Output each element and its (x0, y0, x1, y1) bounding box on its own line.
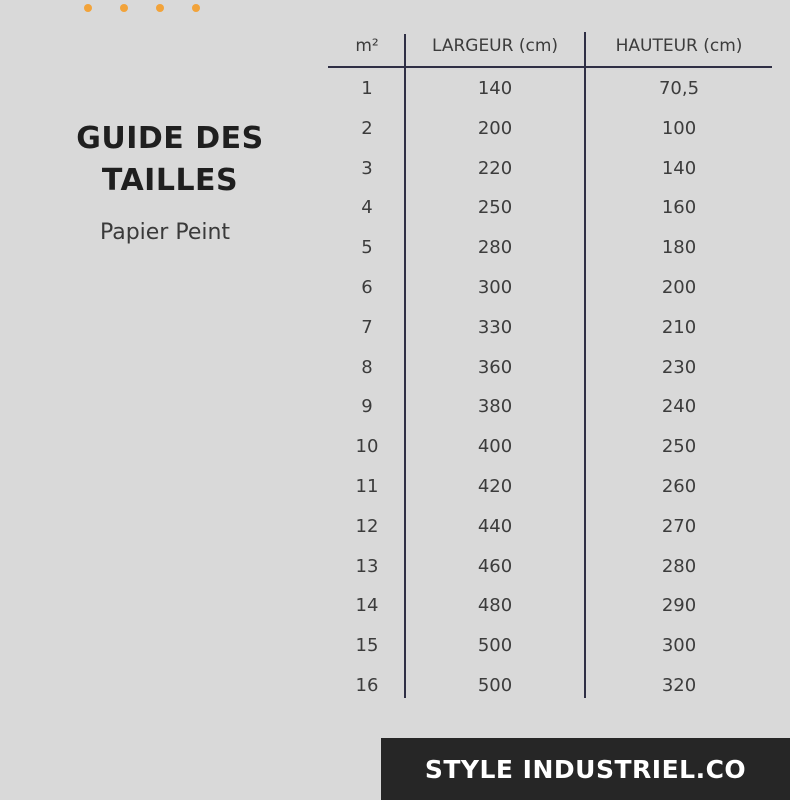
column-header-m2: m² (355, 36, 379, 56)
column-header-largeur: LARGEUR (cm) (431, 36, 559, 56)
cell-hauteur: 240 (661, 396, 697, 418)
cell-hauteur: 280 (661, 555, 697, 577)
cell-m2: 6 (361, 276, 373, 298)
cell-m2: 3 (361, 157, 373, 179)
cell-hauteur: 140 (661, 157, 697, 179)
page-subtitle: Papier Peint (99, 220, 231, 245)
table-row (328, 669, 772, 709)
cell-hauteur: 230 (661, 356, 697, 378)
table-row (328, 430, 772, 470)
cell-largeur: 330 (477, 316, 513, 338)
page-title (40, 118, 300, 202)
cell-largeur: 200 (477, 117, 513, 139)
table-row (328, 112, 772, 152)
cell-m2: 4 (361, 197, 373, 219)
cell-hauteur: 260 (661, 475, 697, 497)
table-row (328, 231, 772, 271)
cell-hauteur: 300 (661, 635, 697, 657)
cell-hauteur: 250 (661, 436, 697, 458)
cell-hauteur: 180 (661, 237, 697, 259)
cell-largeur: 300 (477, 276, 513, 298)
title-line-1: GUIDE DES (76, 121, 264, 156)
table-row (328, 271, 772, 311)
cell-hauteur: 100 (661, 117, 697, 139)
cell-hauteur: 270 (661, 515, 697, 537)
table-row (328, 351, 772, 391)
dot-icon (192, 4, 200, 12)
table-row (328, 470, 772, 510)
cell-m2: 12 (355, 515, 379, 537)
cell-m2: 15 (355, 635, 379, 657)
cell-largeur: 380 (477, 396, 513, 418)
cell-largeur: 140 (477, 78, 513, 99)
table-row (328, 629, 772, 669)
cell-m2: 14 (355, 595, 379, 617)
brand-label: STYLE INDUSTRIEL.CO (424, 754, 747, 784)
cell-largeur: 400 (477, 436, 513, 458)
column-header-hauteur: HAUTEUR (cm) (615, 36, 743, 56)
cell-largeur: 250 (477, 197, 513, 219)
title-line-2: TAILLES (101, 163, 239, 198)
cell-hauteur: 200 (661, 276, 697, 298)
dot-icon (120, 4, 128, 12)
cell-largeur: 460 (477, 555, 513, 577)
table-body (328, 72, 772, 709)
cell-m2: 11 (355, 475, 379, 497)
cell-m2: 8 (361, 356, 373, 378)
cell-largeur: 220 (477, 157, 513, 179)
table-row (328, 311, 772, 351)
table-row (328, 589, 772, 629)
cell-largeur: 280 (477, 237, 513, 259)
table-row (328, 390, 772, 430)
cell-largeur: 360 (477, 356, 513, 378)
cell-largeur: 420 (477, 475, 513, 497)
cell-hauteur: 160 (661, 197, 697, 219)
table-row (328, 152, 772, 192)
table-row (328, 191, 772, 231)
cell-m2: 1 (361, 78, 373, 99)
cell-largeur: 500 (477, 635, 513, 657)
table-row (328, 510, 772, 550)
cell-m2: 9 (361, 396, 373, 418)
table-row (328, 550, 772, 590)
cell-m2: 7 (361, 316, 373, 338)
dot-icon (156, 4, 164, 12)
cell-hauteur: 320 (661, 674, 697, 696)
cell-largeur: 440 (477, 515, 513, 537)
cell-m2: 16 (355, 674, 379, 696)
cell-largeur: 500 (477, 674, 513, 696)
dot-icon (84, 4, 92, 12)
header-divider (328, 66, 772, 68)
cell-m2: 5 (361, 237, 373, 259)
brand-banner (381, 738, 790, 800)
cell-hauteur: 70,5 (658, 78, 700, 99)
cell-m2: 2 (361, 117, 373, 139)
table-row (328, 72, 772, 112)
cell-hauteur: 290 (661, 595, 697, 617)
cell-hauteur: 210 (661, 316, 697, 338)
size-table (328, 30, 772, 700)
cell-largeur: 480 (477, 595, 513, 617)
cell-m2: 10 (355, 436, 379, 458)
cell-m2: 13 (355, 555, 379, 577)
